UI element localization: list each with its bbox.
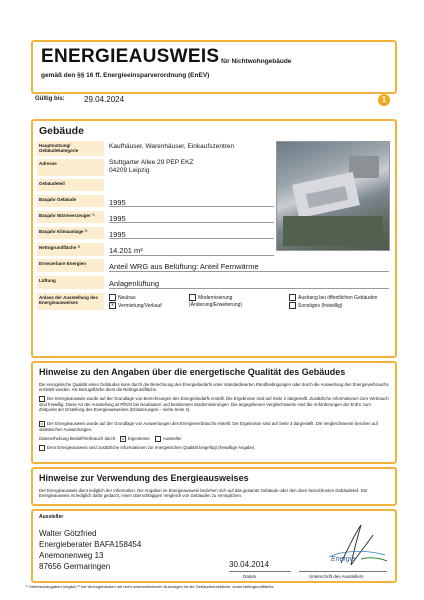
usage-notes-section — [31, 467, 397, 506]
row-underline — [109, 255, 274, 256]
signature-stamp-image — [321, 521, 391, 571]
signature-label: Unterschrift des Ausstellers — [309, 574, 364, 579]
row-value: Kaufhäuser, Warenhäuser, Einkaufszentren — [109, 143, 235, 150]
quality-notes-title: Hinweise zu den Angaben über die energetische Qualität des Gebäudes — [39, 367, 346, 377]
row-occasion — [37, 293, 389, 310]
owner-checkbox[interactable]: x — [122, 436, 124, 441]
usage-notes-title: Hinweise zur Verwendung des Energieausweises — [39, 473, 249, 483]
row-year-ac — [37, 227, 274, 239]
additional-info-checkbox[interactable] — [39, 445, 45, 451]
row-label: Anlass der Ausstellung des Energieausweises — [37, 293, 104, 310]
date-line — [229, 571, 291, 572]
row-label: Erneuerbare Energien — [37, 259, 104, 272]
checkbox-sonstiges[interactable]: Sonstiges (freiwillig) — [289, 302, 342, 309]
row-label: Hauptnutzung/ Gebäudekategorie — [37, 141, 104, 156]
certificate-subtitle: für Nichtwohngebäude — [221, 58, 292, 65]
row-underline — [109, 206, 274, 207]
quality-notes-section — [31, 361, 397, 464]
issuer-city: 87656 Germaringen — [39, 562, 111, 571]
row-label: Adresse — [37, 159, 104, 176]
issuer-label: Aussteller — [39, 514, 64, 520]
row-net-floor-area — [37, 243, 274, 256]
checkbox-neubau[interactable]: Neubau — [109, 294, 136, 301]
footnote: ¹⁾ Mehrfachangaben möglich ²⁾ bei Wohngebäuden mit nicht unterschiedenen Nutzungen ist die Gebäudenutzfläche, sonst Nettogrundfläche — [26, 584, 274, 589]
row-value: 1995 — [109, 214, 126, 223]
building-section — [31, 119, 397, 358]
issuer-role: Energieberater BAFA158454 — [39, 540, 142, 549]
usage-notes-text: Der Energieausweis dient lediglich der Information. Die Angaben im Energieausweis beziehen sich auf das gesamte Gebäude oder den oben bezeichneten Gebäudeteil. Der Energieausweis ist lediglich dafür gedacht, einen überschlägigen Vergleich von Gebäuden zu ermöglichen. — [39, 488, 368, 499]
issue-date: 30.04.2014 — [229, 560, 270, 569]
signature-line — [299, 571, 387, 572]
option-consumption-based: x Der Energieausweis wurde auf der Grundlage von Auswertungen des Energieverbrauchs erstellt. Die Ergebnisse sind auf Seite 3 dargestellt. Die Vergleichswerte beruhen auf statistischen Auswertungen. — [39, 421, 378, 432]
svg-text:Energie: Energie — [331, 556, 356, 563]
row-value: 1995 — [109, 198, 126, 207]
row-underline — [109, 222, 274, 223]
additional-info-line: Dem Energieausweis sind zusätzliche Informationen zur energetischen Qualität beigefügt (freiwillige Angabe). — [39, 445, 389, 451]
row-label: Baujahr Klimaanlage ¹⁾ — [37, 227, 104, 239]
row-label: Gebäudeteil — [37, 179, 104, 191]
quality-notes-intro: Die energetische Qualität eines Gebäudes kann durch die Berechnung des Energiebedarfs unter standardisierten Randbedingungen oder durch die Auswertung des Energieverbrauchs ermittelt werden. Als Bezugsfläche dient die Nettogrundfläche. — [39, 382, 389, 393]
row-value: Anlagenlüftung — [109, 279, 160, 288]
page-number-badge: 1 — [378, 94, 390, 106]
row-label: Baujahr Gebäude — [37, 195, 104, 207]
row-value: Stuttgarter Allee 29 PEP EKZ — [109, 159, 194, 166]
row-value: Anteil WRG aus Belüftung: Anteil Fernwärme — [109, 262, 259, 271]
issuer-checkbox[interactable] — [155, 436, 161, 442]
issuer-name: Walter Götzfried — [39, 529, 97, 538]
row-label: Baujahr Wärmeerzeuger ¹⁾ — [37, 211, 104, 223]
row-ventilation — [37, 276, 389, 289]
row-label: Lüftung — [37, 276, 104, 289]
row-value-2: 04209 Leipzig — [109, 167, 150, 174]
row-renewables — [37, 259, 389, 272]
issuer-section — [31, 509, 397, 583]
row-value: 1995 — [109, 230, 126, 239]
consumption-checkbox[interactable]: x — [41, 421, 43, 426]
row-year-heater — [37, 211, 274, 223]
issuer-street: Anemonenweg 13 — [39, 551, 104, 560]
certificate-title: ENERGIEAUSWEIS — [41, 46, 220, 67]
row-value: 14.201 m² — [109, 246, 143, 255]
checkbox-vermietung[interactable]: x Vermietung/Verkauf — [109, 302, 162, 309]
data-collection-line: Datenerhebung Bedarf/Verbrauch durch: x Eigentümer Aussteller — [39, 436, 182, 442]
checkbox-aushang[interactable]: Aushang bei öffentlichen Gebäuden — [289, 294, 377, 301]
certificate-law-reference: gemäß den §§ 16 ff. Energieeinsparverordnung (EnEV) — [41, 72, 210, 79]
row-year-built — [37, 195, 274, 207]
row-underline — [109, 288, 389, 289]
validity-date: 29.04.2024 — [84, 95, 125, 104]
date-label: Datum — [243, 574, 257, 579]
row-underline — [109, 238, 274, 239]
row-underline — [109, 271, 389, 272]
option-demand-based: Der Energieausweis wurde auf der Grundlage von Berechnungen des Energiebedarfs erstellt. Die Ergebnisse sind auf Seite 2 dargestellt. Zusätzliche Informationen zum Verbrauch sind freiwillig. Diese Art der Ausstellung ist Pflicht bei Neubauten und bestimmten Modernisierungen. Die angegebenen Vergleichswerte sind die Anforderungen der EnEV zum Zeitpunkt der Erstellung des Energieausweises (Erläuterungen – siehe Seite 4). — [39, 396, 389, 413]
row-label: Nettogrundfläche ²⁾ — [37, 243, 104, 256]
building-photo — [276, 141, 390, 251]
certificate-header — [31, 40, 397, 94]
building-section-title: Gebäude — [39, 125, 84, 137]
validity-label: Gültig bis: — [35, 96, 65, 102]
checkbox-modernisierung[interactable]: Modernisierung (Änderung/Erweiterung) — [189, 294, 243, 308]
